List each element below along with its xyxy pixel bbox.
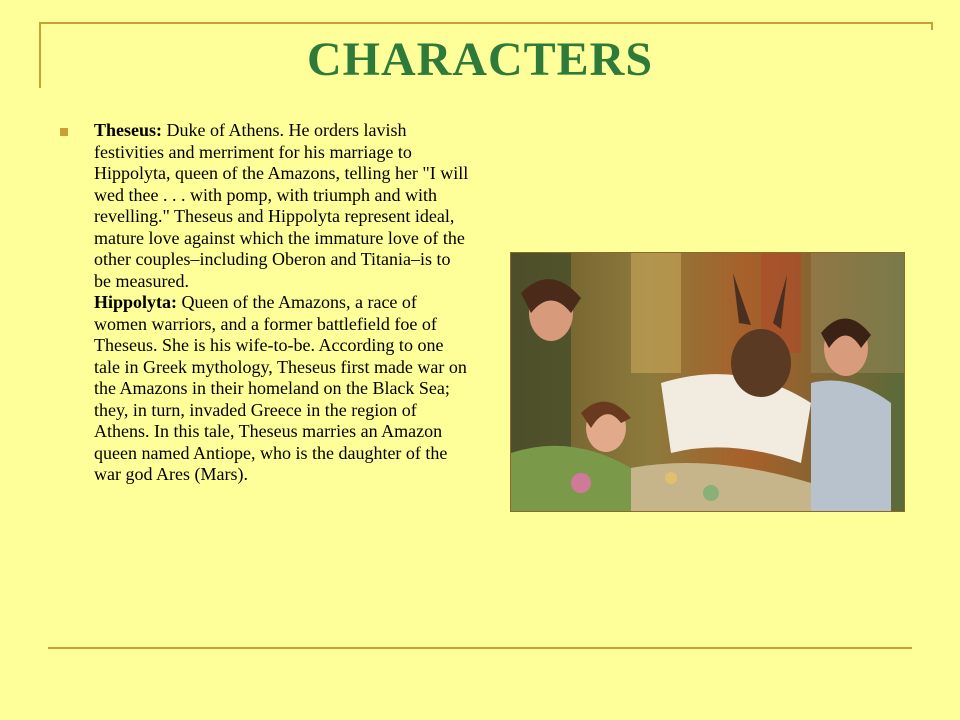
character-name-hippolyta: Hippolyta:	[94, 292, 178, 312]
list-item	[60, 120, 470, 486]
production-photo-image	[511, 253, 904, 511]
frame-top-rule	[40, 22, 932, 24]
frame-bottom-rule	[48, 647, 912, 649]
production-photo	[510, 252, 905, 512]
character-description-hippolyta: Queen of the Amazons, a race of women warriors, and a former battlefield foe of Theseus. She is his wife-to-be. According to one tale in Greek mythology, Theseus first made war on the Amazons in their homeland on the Black Sea; they, in turn, invaded Greece in the region of Athens. In this tale, Theseus marries an Amazon queen named Antiope, who is the daughter of the war god Ares (Mars).	[94, 292, 467, 484]
bullet-text	[94, 120, 470, 486]
slide-title: CHARACTERS	[306, 33, 654, 86]
character-name-theseus: Theseus:	[94, 120, 163, 140]
character-list	[60, 120, 470, 486]
square-bullet-icon	[60, 128, 68, 136]
frame-right-rule	[931, 22, 933, 30]
character-description-theseus: Duke of Athens. He orders lavish festivities and merriment for his marriage to Hippolyta, queen of the Amazons, telling her "I will wed thee . . . with pomp, with triumph and with revelling." Theseus and Hippolyta represent ideal, mature love against which the immature love of the other couples–including Oberon and Titania–is to be measured.	[94, 120, 469, 291]
